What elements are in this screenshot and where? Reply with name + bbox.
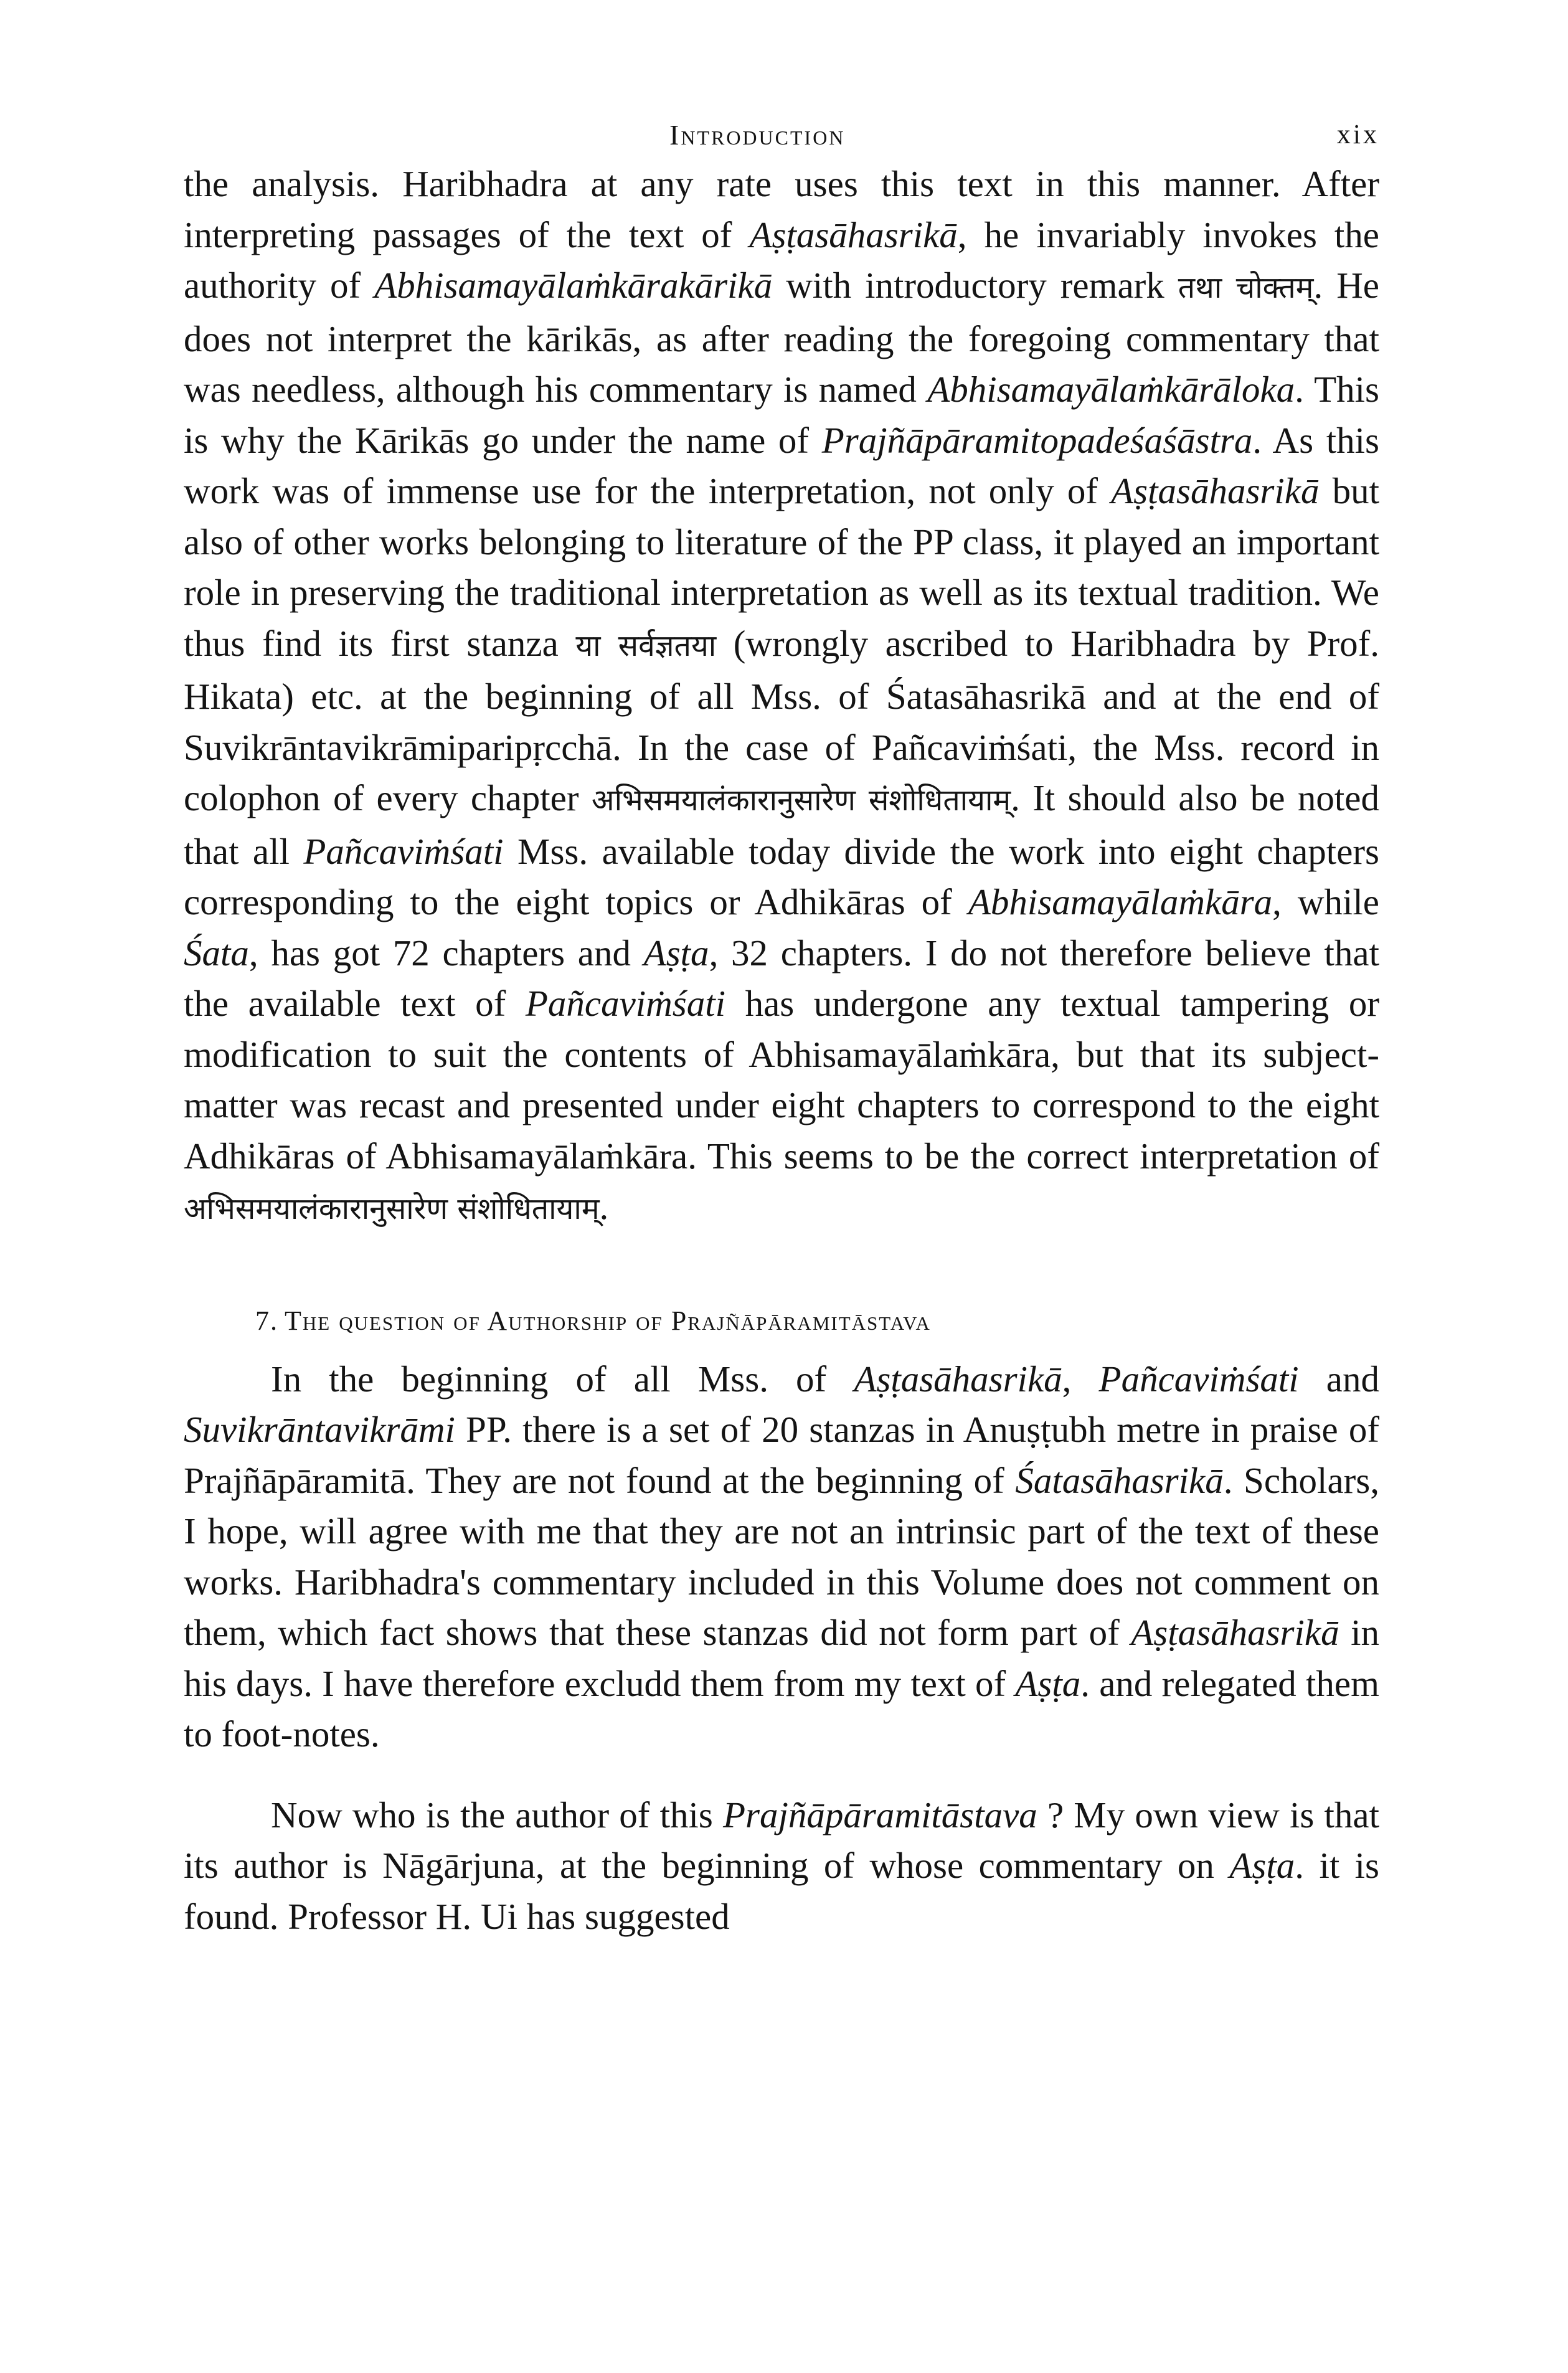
text-run: the analysis. Haribhadra at any rate uses this text in this manner. After interpreting passages of the text of — [184, 163, 1379, 255]
italic-term: Abhisamayālaṁkārakārikā — [374, 265, 773, 306]
section-title: The question of Authorship of Prajñāpāramitāstava — [285, 1305, 931, 1336]
text-run: Now who is the author of this — [271, 1794, 723, 1835]
paragraph-author — [184, 1790, 1379, 1943]
text-run: , 32 chapters. I do not therefore believe that the available text of — [184, 932, 1379, 1024]
text-run: , has got 72 chapters and — [248, 932, 644, 973]
text-run: . It should also be noted that all — [184, 777, 1379, 872]
text-run: , while — [1272, 881, 1379, 922]
italic-term: Aṣṭasāhasrikā — [1111, 470, 1320, 511]
italic-term: Suvikrāntavikrāmi — [184, 1409, 455, 1450]
text-run: . He does not interpret the kārikās, as after reading the foregoing commentary that was needless, although his commentary is named — [184, 265, 1379, 410]
text-run: . This is why the Kārikās go under the name of — [184, 369, 1379, 461]
text-run: ? My own view is that its author is Nāgārjuna, at the beginning of whose commentary on — [184, 1794, 1379, 1886]
text-run: but also of other works belonging to literature of the PP class, it played an important role in preserving the traditional interpretation as well as its textual tradition. We thus find its first stanza — [184, 470, 1379, 664]
italic-term: Aṣṭasāhasrikā — [854, 1358, 1062, 1400]
section-heading — [255, 1305, 1379, 1337]
text-run: In the beginning of all Mss. of — [271, 1358, 854, 1400]
italic-term: Pañcaviṁśati — [303, 830, 504, 872]
italic-term: Aṣṭa — [1229, 1845, 1295, 1886]
paragraph-gap — [184, 1760, 1379, 1790]
paragraph-analysis — [184, 159, 1379, 1235]
italic-term: Śata — [184, 932, 249, 973]
text-run: , he invariably invokes the authority of — [184, 214, 1379, 306]
italic-term: Pañcaviṁśati — [1098, 1358, 1299, 1400]
italic-term: Aṣṭa — [1015, 1662, 1081, 1704]
text-run: . and relegated them to foot-notes. — [184, 1662, 1379, 1755]
text-run: . Scholars, I hope, will agree with me that they are not an intrinsic part of the text of these works. Haribhadra's commentary included in this Volume does not comment on them, which fact shows that these stanzas did not form part of — [184, 1459, 1379, 1653]
text-run: . As this work was of immense use for the interpretation, not only of — [184, 419, 1379, 511]
text-run: has undergone any textual tampering or modification to suit the contents of Abhisamayālaṁkāra, but that its subject-matter was recast and presented under eight chapters to correspond to the eight Adhikāras of Abhisamayālaṁkāra. This seems to be the correct interpretation of — [184, 983, 1380, 1177]
body-text — [184, 159, 1379, 1942]
devanagari-phrase: या सर्वज्ञतया — [575, 628, 717, 663]
paragraph-stanzas — [184, 1354, 1379, 1760]
italic-term: Abhisamayālaṁkāra — [968, 881, 1273, 922]
italic-term: Prajñāpāramitāstava — [722, 1794, 1037, 1835]
text-run: , — [1062, 1358, 1099, 1400]
italic-term: Śatasāhasrikā — [1015, 1459, 1224, 1501]
running-title: Introduction — [669, 119, 846, 151]
italic-term: Abhisamayālaṁkārāloka — [927, 369, 1295, 410]
italic-term: Pañcaviṁśati — [525, 983, 726, 1024]
text-run: PP. there is a set of 20 stanzas in Anuṣṭubh metre in praise of Prajñāpāramitā. They are not found at the beginning of — [184, 1409, 1379, 1501]
italic-term: Aṣṭa — [643, 932, 709, 973]
running-header — [184, 106, 1379, 149]
section-number: 7. — [255, 1305, 278, 1336]
italic-term: Prajñāpāramitopadeśaśāstra — [821, 419, 1253, 461]
text-run: and — [1298, 1358, 1379, 1400]
devanagari-phrase: तथा चोक्तम् — [1178, 270, 1314, 305]
text-run: . it is found. Professor H. Ui has suggested — [184, 1845, 1379, 1937]
text-run: with introductory remark — [772, 265, 1178, 306]
text-run: Mss. available today divide the work into eight chapters corresponding to the eight topics or Adhikāras of — [184, 830, 1379, 922]
devanagari-phrase: अभिसमयालंकारानुसारेण संशोधितायाम् — [184, 1191, 600, 1226]
devanagari-phrase: अभिसमयालंकारानुसारेण संशोधितायाम् — [591, 783, 1011, 818]
page-number: xix — [1336, 119, 1379, 149]
italic-term: Aṣṭasāhasrikā — [749, 214, 958, 255]
italic-term: Aṣṭasāhasrikā — [1131, 1612, 1339, 1653]
text-run: (wrongly ascribed to Haribhadra by Prof. Hikata) etc. at the beginning of all Mss. of Śatasāhasrikā and at the end of Suvikrāntavikrāmiparipṛcchā. In the case of Pañcaviṁśati, the Mss. record in colophon of every chapter — [184, 622, 1379, 818]
text-run: in his days. I have therefore excludd them from my text of — [184, 1612, 1379, 1704]
text-run: . — [599, 1186, 609, 1227]
